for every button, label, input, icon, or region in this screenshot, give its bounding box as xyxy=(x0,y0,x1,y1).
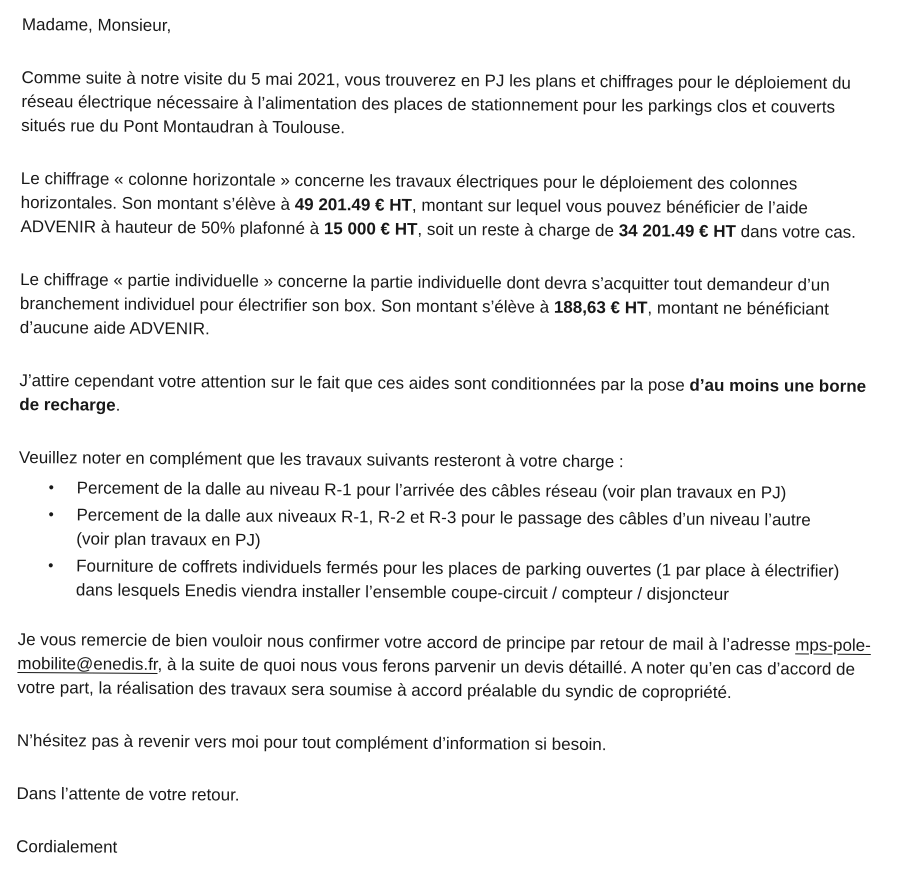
paragraph-works-intro xyxy=(19,446,875,476)
letter-body xyxy=(16,13,878,865)
confirmation-run-2: , à la suite de quoi nous vous ferons parvenir un devis détaillé. A noter qu’en cas d’accord de votre part, la réalisation des travaux sera soumise à accord préalable du syndic de copropriété. xyxy=(17,654,856,702)
quote-individual-run-2: , montant ne bénéficiant d’aucune aide ADVENIR. xyxy=(19,298,829,339)
quote-horizontal-run-2: , montant sur lequel vous pouvez bénéficier de l’aide ADVENIR à hauteur de 50% plafonné à xyxy=(20,195,808,239)
quote-horizontal-run-4: dans votre cas. xyxy=(735,221,857,242)
amount-advenir-cap: 15 000 € HT xyxy=(323,219,418,239)
contact-note-text: N’hésitez pas à revenir vers moi pour tout complément d’information si besoin. xyxy=(16,730,607,755)
salutation xyxy=(22,13,878,43)
works-item-2-text: Percement de la dalle aux niveaux R-1, R-2 et R-3 pour le passage des câbles d’un niveau l’autre (voir plan travaux en PJ) xyxy=(76,505,811,550)
confirmation-run-1: Je vous remercie de bien vouloir nous confirmer votre accord de principe par retour de mail à l’adresse xyxy=(17,629,796,655)
closing xyxy=(16,835,872,865)
quote-horizontal-run-3: , soit un reste à charge de xyxy=(417,219,619,241)
bullet-icon: • xyxy=(48,557,54,575)
closing-text: Cordialement xyxy=(16,836,118,857)
amount-remaining-charge: 34 201.49 € HT xyxy=(618,221,736,241)
list-item xyxy=(48,503,874,557)
paragraph-quote-horizontal xyxy=(20,167,876,245)
paragraph-waiting xyxy=(16,782,872,812)
aid-condition-run-2: . xyxy=(115,395,121,415)
bullet-icon: • xyxy=(48,506,54,524)
aid-condition-run-1: J’attire cependant votre attention sur le fait que ces aides sont conditionnées par la pose xyxy=(19,370,690,395)
amount-individual-ht: 188,63 € HT xyxy=(553,297,648,318)
works-intro-text: Veuillez noter en complément que les travaux suivants resteront à votre charge : xyxy=(18,447,624,472)
works-list xyxy=(18,476,875,608)
works-item-1-text: Percement de la dalle au niveau R-1 pour l’arrivée des câbles réseau (voir plan travaux en PJ) xyxy=(76,478,787,503)
quote-horizontal-run-1: Le chiffrage « colonne horizontale » concerne les travaux électriques pour le déploiement des colonnes horizontales. Son montant s’élève à xyxy=(20,168,798,214)
waiting-text: Dans l’attente de votre retour. xyxy=(16,783,240,805)
quote-individual-run-1: Le chiffrage « partie individuelle » concerne la partie individuelle dont devra s’acquitter tout demandeur d’un branchement individuel pour électrifier son box. Son montant s’élève à xyxy=(19,269,830,317)
paragraph-contact-note xyxy=(17,729,873,759)
list-item xyxy=(48,554,874,608)
intro-text: Comme suite à notre visite du 5 mai 2021, vous trouverez en PJ les plans et chiffrages pour le déploiement du réseau électrique nécessaire à l’alimentation des places de stationnement pour les parkings clos et couverts situés rue du Pont Montaudran à Toulouse. xyxy=(21,67,851,138)
paragraph-aid-condition xyxy=(19,369,875,423)
bullet-icon: • xyxy=(48,479,55,497)
aid-condition-bold: d’au moins une borne de recharge xyxy=(19,375,867,415)
amount-total-ht: 49 201.49 € HT xyxy=(294,194,412,215)
salutation-text: Madame, Monsieur, xyxy=(21,14,172,36)
paragraph-confirmation xyxy=(17,628,873,706)
works-item-3-text: Fourniture de coffrets individuels fermés pour les places de parking ouvertes (1 par place à électrifier) dans lesquels Enedis viendra installer l’ensemble coupe-circuit / compteur / disjoncteur xyxy=(75,556,840,604)
list-item xyxy=(49,476,875,506)
paragraph-intro xyxy=(21,66,877,144)
email-link[interactable]: mps-pole-mobilite@enedis.fr xyxy=(17,635,871,674)
paragraph-quote-individual xyxy=(20,268,876,346)
